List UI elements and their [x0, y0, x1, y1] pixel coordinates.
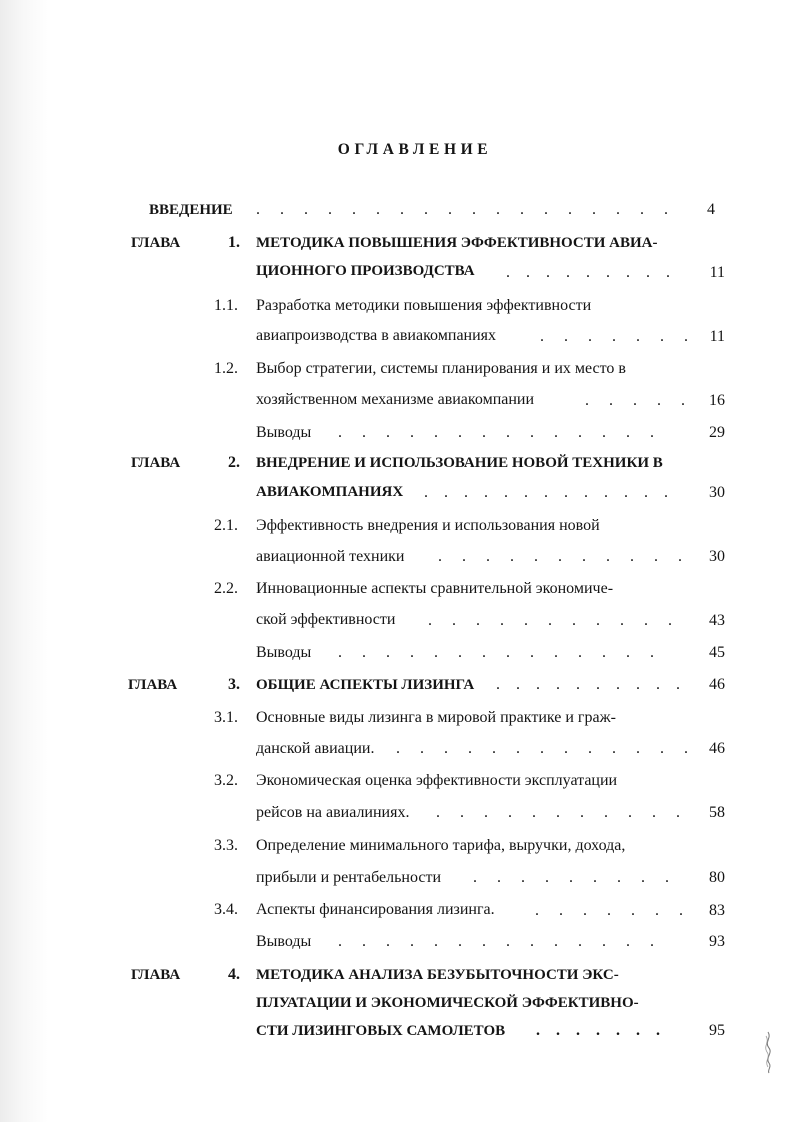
- chapter-4-title-line-1: МЕТОДИКА АНАЛИЗА БЕЗУБЫТОЧНОСТИ ЭКС-: [256, 967, 619, 983]
- leader-dots: . . . . . . .: [540, 328, 688, 345]
- section-1-1-page: 11: [709, 328, 725, 345]
- chapter-1-page: 11: [709, 264, 725, 281]
- chapter-1-title-line-2: ЦИОННОГО ПРОИЗВОДСТВА: [256, 263, 475, 279]
- section-1-2-line-2: хозяйственном механизме авиакомпании: [256, 391, 535, 408]
- chapter-2-title-line-1: ВНЕДРЕНИЕ И ИСПОЛЬЗОВАНИЕ НОВОЙ ТЕХНИКИ В: [256, 455, 663, 471]
- section-1-2-line-1: Выбор стратегии, системы планирования и их место в: [256, 360, 626, 377]
- leader-dots: . . . . . . . . . . . . . .: [338, 424, 654, 441]
- leader-dots: . . . . . . . . . . . . . . . . . .: [256, 201, 668, 218]
- chapter-3-conclusions-page: 93: [709, 933, 725, 950]
- scan-mark-scribble: [760, 1030, 776, 1074]
- chapter-4-glava: ГЛАВА: [131, 967, 181, 983]
- chapter-4-title-line-3: СТИ ЛИЗИНГОВЫХ САМОЛЕТОВ: [256, 1023, 506, 1039]
- section-3-3-line-2: прибыли и рентабельности: [256, 869, 442, 886]
- section-3-4-line-1: Аспекты финансирования лизинга.: [256, 901, 495, 918]
- intro-page: 4: [707, 201, 715, 218]
- chapter-1-glava: ГЛАВА: [131, 235, 181, 251]
- leader-dots: . . . . . . . . . . .: [428, 612, 672, 629]
- chapter-2-number: 2.: [228, 454, 240, 471]
- leader-dots: . . . . . . .: [535, 902, 683, 919]
- chapter-4-page: 95: [709, 1022, 725, 1039]
- chapter-1-number: 1.: [228, 234, 240, 251]
- chapter-2-conclusions: Выводы: [256, 644, 312, 661]
- intro-label: ВВЕДЕНИЕ: [149, 202, 233, 218]
- section-2-2-number: 2.2.: [214, 580, 238, 597]
- chapter-4-number: 4.: [228, 966, 240, 983]
- chapter-3-conclusions: Выводы: [256, 933, 312, 950]
- section-1-1-line-2: авиапроизводства в авиакомпаниях: [256, 327, 497, 344]
- section-1-1-line-1: Разработка методики повышения эффективности: [256, 297, 592, 314]
- section-2-1-line-1: Эффективность внедрения и использования новой: [256, 517, 600, 534]
- leader-dots: . . . . .: [585, 392, 685, 409]
- section-3-2-number: 3.2.: [214, 772, 238, 789]
- section-2-2-line-2: ской эффективности: [256, 611, 396, 628]
- leader-dots: . . . . . . . . . . . . .: [424, 484, 668, 501]
- section-3-1-line-1: Основные виды лизинга в мировой практике и граж-: [256, 709, 616, 726]
- section-2-2-line-1: Инновационные аспекты сравнительной экономиче-: [256, 580, 614, 597]
- chapter-1-conclusions: Выводы: [256, 424, 312, 441]
- leader-dots: . . . . . . . . .: [506, 264, 670, 281]
- section-1-2-page: 16: [709, 392, 725, 409]
- leader-dots: . . . . . . . . . .: [496, 676, 680, 693]
- toc-title: ОГЛАВЛЕНИЕ: [337, 141, 493, 158]
- leader-dots: . . . . . . .: [536, 1022, 660, 1039]
- chapter-4-title-line-2: ПЛУАТАЦИИ И ЭКОНОМИЧЕСКОЙ ЭФФЕКТИВНО-: [256, 995, 639, 1011]
- section-3-3-page: 80: [709, 869, 725, 886]
- section-3-1-number: 3.1.: [214, 709, 238, 726]
- chapter-1-conclusions-page: 29: [709, 424, 725, 441]
- chapter-3-glava: ГЛАВА: [128, 677, 178, 693]
- chapter-3-number: 3.: [228, 676, 240, 693]
- section-2-1-page: 30: [709, 548, 725, 565]
- section-3-1-line-2: данской авиации.: [256, 740, 375, 757]
- leader-dots: . . . . . . . . . . .: [436, 804, 680, 821]
- leader-dots: . . . . . . . . . . . . . .: [338, 644, 654, 661]
- section-3-2-page: 58: [709, 804, 725, 821]
- section-3-3-line-1: Определение минимального тарифа, выручки, дохода,: [256, 837, 626, 854]
- section-2-1-line-2: авиационной техники: [256, 548, 405, 565]
- chapter-2-conclusions-page: 45: [709, 644, 725, 661]
- section-3-2-line-1: Экономическая оценка эффективности эксплуатации: [256, 772, 618, 789]
- section-3-1-page: 46: [709, 740, 725, 757]
- section-3-4-number: 3.4.: [214, 901, 238, 918]
- leader-dots: . . . . . . . . . . .: [438, 548, 682, 565]
- chapter-3-page: 46: [709, 676, 725, 693]
- chapter-2-title-line-2: АВИАКОМПАНИЯХ: [256, 484, 404, 500]
- section-3-3-number: 3.3.: [214, 837, 238, 854]
- scan-edge-shadow: [0, 0, 48, 1122]
- section-3-4-page: 83: [709, 902, 725, 919]
- leader-dots: . . . . . . . . . . . . . .: [338, 933, 654, 950]
- section-1-2-number: 1.2.: [214, 360, 238, 377]
- section-2-1-number: 2.1.: [214, 517, 238, 534]
- chapter-2-page: 30: [709, 484, 725, 501]
- section-2-2-page: 43: [709, 612, 725, 629]
- leader-dots: . . . . . . . . .: [473, 869, 669, 886]
- section-3-2-line-2: рейсов на авиалиниях.: [256, 804, 410, 821]
- leader-dots: . . . . . . . . . . . . .: [396, 740, 688, 757]
- chapter-3-title-line-1: ОБЩИЕ АСПЕКТЫ ЛИЗИНГА: [256, 677, 475, 693]
- chapter-2-glava: ГЛАВА: [131, 455, 181, 471]
- section-1-1-number: 1.1.: [214, 297, 238, 314]
- chapter-1-title-line-1: МЕТОДИКА ПОВЫШЕНИЯ ЭФФЕКТИВНОСТИ АВИА-: [256, 235, 658, 251]
